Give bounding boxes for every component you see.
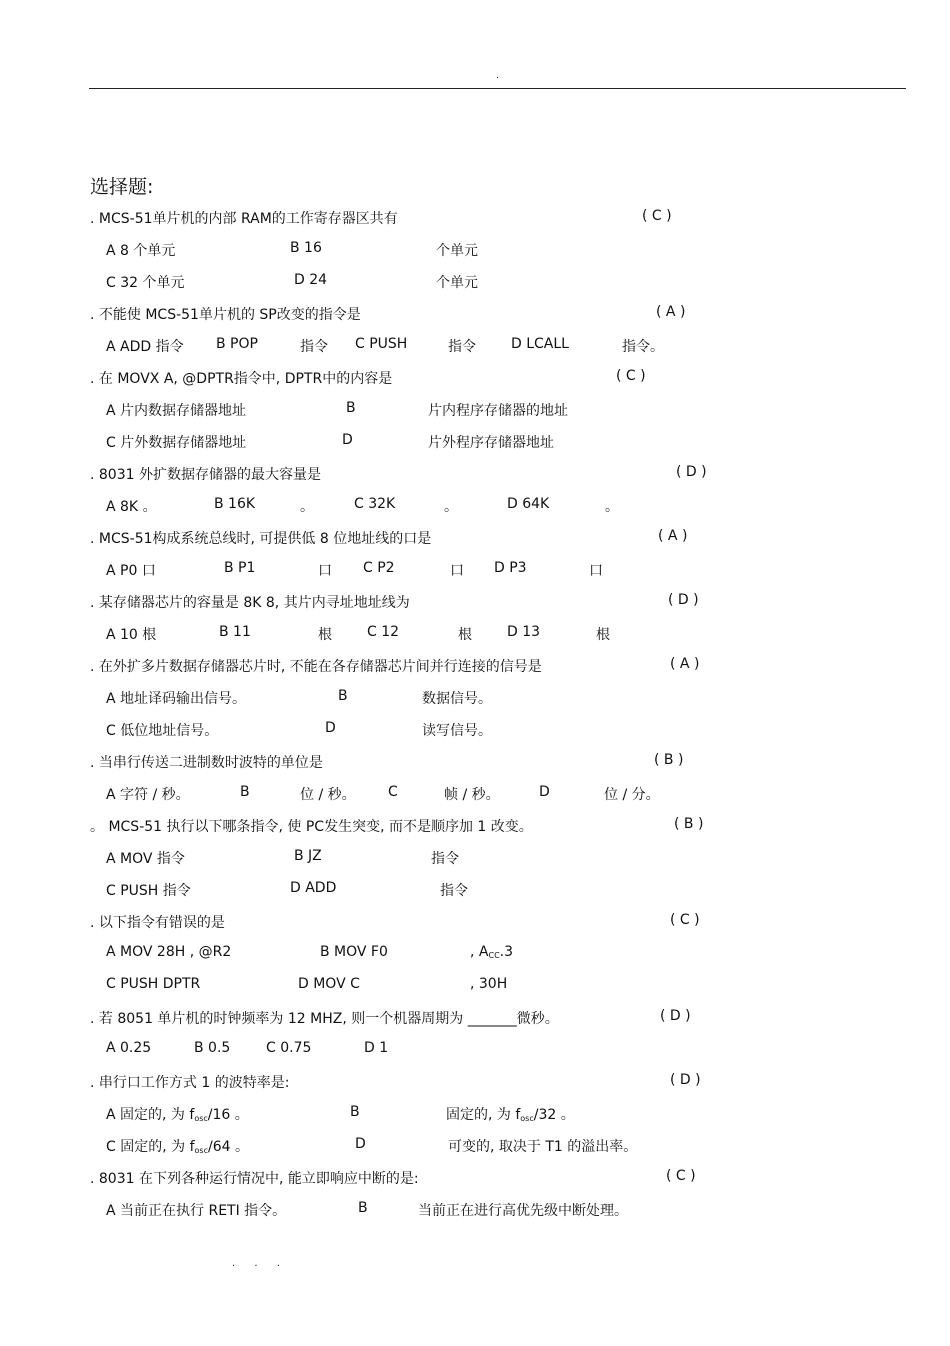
header-dot: . xyxy=(496,70,500,81)
option-b: B xyxy=(358,1200,368,1216)
options-row xyxy=(0,624,950,648)
option-b-body: 固定的, 为 f xyxy=(446,1107,521,1123)
question-stem: . MCS-51单片机的内部 RAM的工作寄存器区共有 xyxy=(90,211,398,227)
question-stem: . 在外扩多片数据存储器芯片时, 不能在各存储器芯片间并行连接的信号是 xyxy=(90,659,542,675)
options-row xyxy=(0,1136,950,1160)
option-a-text: A 固定的, 为 f xyxy=(106,1107,195,1123)
question-stem: . 8031 在下列各种运行情况中, 能立即响应中断的是: xyxy=(90,1171,419,1187)
option-d: D 1 xyxy=(364,1040,389,1056)
option-c: C 低位地址信号。 xyxy=(106,723,219,739)
answer: ( A ) xyxy=(670,656,700,672)
option-c-ratio: /64 。 xyxy=(207,1139,249,1155)
answer: ( A ) xyxy=(658,528,688,544)
option-b-unit: 根 xyxy=(318,627,332,643)
option-a xyxy=(106,1104,249,1124)
option-a: A ADD 指令 xyxy=(106,339,184,355)
answer: ( B ) xyxy=(654,752,684,768)
question-4 xyxy=(0,464,950,488)
option-a: A 8 个单元 xyxy=(106,243,176,259)
option-d: D ADD xyxy=(290,880,337,896)
question-stem: . 若 8051 单片机的时钟频率为 12 MHZ, 则一个机器周期为 _______微秒。 xyxy=(90,1011,559,1027)
option-d-unit: 根 xyxy=(596,627,610,643)
options-row xyxy=(0,240,950,264)
option-b: B JZ xyxy=(294,848,322,864)
answer: ( B ) xyxy=(674,816,704,832)
option-b: B xyxy=(240,784,250,800)
option-d: D xyxy=(355,1136,366,1152)
option-b-text: 位 / 秒。 xyxy=(300,787,356,803)
option-a: A 0.25 xyxy=(106,1040,152,1056)
option-d-text: 可变的, 取决于 T1 的溢出率。 xyxy=(448,1139,638,1155)
option-c: C 12 xyxy=(367,624,400,640)
option-b: B POP xyxy=(216,336,258,352)
question-5 xyxy=(0,528,950,552)
answer: ( D ) xyxy=(676,464,707,480)
option-c xyxy=(106,1136,249,1156)
option-c: C xyxy=(388,784,398,800)
option-d-unit: 指令。 xyxy=(622,339,664,355)
option-c-subscript: osc xyxy=(194,1146,208,1155)
option-b-text xyxy=(446,1104,575,1124)
option-a: A P0 口 xyxy=(106,563,156,579)
option-b: B 16K xyxy=(214,496,256,512)
operand-subscript: CC xyxy=(488,951,500,960)
section-title: 选择题: xyxy=(90,176,154,198)
option-b-text: 数据信号。 xyxy=(422,691,492,707)
question-stem: . 串行口工作方式 1 的波特率是: xyxy=(90,1075,290,1091)
option-c-text: 帧 / 秒。 xyxy=(444,787,500,803)
options-row xyxy=(0,848,950,872)
question-7 xyxy=(0,656,950,680)
option-b: B xyxy=(346,400,356,416)
option-d: D xyxy=(325,720,336,736)
option-a: A 8K 。 xyxy=(106,499,157,515)
answer: ( D ) xyxy=(670,1072,701,1088)
question-9 xyxy=(0,816,950,840)
option-d-operand: , 30H xyxy=(470,976,508,992)
option-c: C 32K xyxy=(354,496,396,512)
question-6 xyxy=(0,592,950,616)
answer: ( D ) xyxy=(668,592,699,608)
question-stem: . 某存储器芯片的容量是 8K 8, 其片内寻址地址线为 xyxy=(90,595,410,611)
option-d: D xyxy=(342,432,353,448)
option-b: B xyxy=(350,1104,360,1120)
option-b-unit: 个单元 xyxy=(436,243,478,259)
option-b-unit: 指令 xyxy=(300,339,328,355)
option-b: B P1 xyxy=(224,560,256,576)
options-row xyxy=(0,400,950,424)
option-c-unit: 根 xyxy=(458,627,472,643)
operand-text: , A xyxy=(470,944,489,960)
option-b-text: 片内程序存储器的地址 xyxy=(428,403,568,419)
option-b-unit: 。 xyxy=(300,499,314,515)
options-row xyxy=(0,336,950,360)
option-a: A MOV 指令 xyxy=(106,851,185,867)
options-row xyxy=(0,688,950,712)
footer-dots: . . . xyxy=(232,1258,288,1269)
option-b: B xyxy=(338,688,348,704)
option-b-operand xyxy=(470,944,513,960)
option-c: C 片外数据存储器地址 xyxy=(106,435,247,451)
question-10 xyxy=(0,912,950,936)
option-d: D xyxy=(539,784,550,800)
option-b-unit: 口 xyxy=(318,563,332,579)
question-stem: . 在 MOVX A, @DPTR指令中, DPTR中的内容是 xyxy=(90,371,393,387)
options-row xyxy=(0,784,950,808)
option-a: A 字符 / 秒。 xyxy=(106,787,190,803)
options-row xyxy=(0,1104,950,1128)
options-row xyxy=(0,496,950,520)
options-row xyxy=(0,944,950,968)
option-a: A 10 根 xyxy=(106,627,157,643)
options-row xyxy=(0,272,950,296)
options-row xyxy=(0,560,950,584)
option-b-text: 当前正在进行高优先级中断处理。 xyxy=(418,1203,628,1219)
option-d-text: 位 / 分。 xyxy=(604,787,660,803)
question-12 xyxy=(0,1072,950,1096)
options-row xyxy=(0,1040,950,1064)
option-c-unit: 。 xyxy=(444,499,458,515)
option-a: A 当前正在执行 RETI 指令。 xyxy=(106,1203,287,1219)
options-row xyxy=(0,432,950,456)
option-d: D 13 xyxy=(507,624,541,640)
option-a-subscript: osc xyxy=(194,1114,208,1123)
question-2 xyxy=(0,304,950,328)
option-d: D MOV C xyxy=(298,976,360,992)
answer: ( C ) xyxy=(670,912,700,928)
question-1 xyxy=(0,208,950,232)
question-stem: . 不能使 MCS-51单片机的 SP改变的指令是 xyxy=(90,307,361,323)
option-d-text: 片外程序存储器地址 xyxy=(428,435,554,451)
question-stem: . 当串行传送二进制数时波特的单位是 xyxy=(90,755,323,771)
option-a: A 片内数据存储器地址 xyxy=(106,403,247,419)
option-b-subscript: osc xyxy=(520,1114,534,1123)
option-d: D 64K xyxy=(507,496,550,512)
option-c-unit: 指令 xyxy=(448,339,476,355)
option-d-text: 读写信号。 xyxy=(422,723,492,739)
operand-bit: .3 xyxy=(499,944,514,960)
option-b-ratio: /32 。 xyxy=(533,1107,575,1123)
option-d-unit: 。 xyxy=(605,499,619,515)
question-stem: 。 MCS-51 执行以下哪条指令, 使 PC发生突变, 而不是顺序加 1 改变。 xyxy=(90,819,533,835)
option-c: C P2 xyxy=(363,560,395,576)
option-b-unit: 指令 xyxy=(431,851,459,867)
options-row xyxy=(0,976,950,1000)
option-d-unit: 个单元 xyxy=(436,275,478,291)
option-c: C PUSH 指令 xyxy=(106,883,191,899)
answer: ( A ) xyxy=(656,304,686,320)
header-rule xyxy=(89,88,906,89)
option-c-unit: 口 xyxy=(450,563,464,579)
option-d: D LCALL xyxy=(511,336,569,352)
question-stem: . 8031 外扩数据存储器的最大容量是 xyxy=(90,467,321,483)
option-b: B 0.5 xyxy=(194,1040,231,1056)
option-a: A 地址译码输出信号。 xyxy=(106,691,247,707)
answer: ( C ) xyxy=(616,368,646,384)
option-d-unit: 口 xyxy=(589,563,603,579)
option-a-ratio: /16 。 xyxy=(207,1107,249,1123)
question-13 xyxy=(0,1168,950,1192)
option-a: A MOV 28H , @R2 xyxy=(106,944,232,960)
options-row xyxy=(0,1200,950,1224)
option-b: B 11 xyxy=(219,624,251,640)
question-stem: . MCS-51构成系统总线时, 可提供低 8 位地址线的口是 xyxy=(90,531,432,547)
answer: ( C ) xyxy=(642,208,672,224)
option-c: C PUSH DPTR xyxy=(106,976,201,992)
option-c-text: C 固定的, 为 f xyxy=(106,1139,195,1155)
option-c: C PUSH xyxy=(355,336,408,352)
option-c: C 32 个单元 xyxy=(106,275,185,291)
option-d: D 24 xyxy=(294,272,328,288)
question-stem: . 以下指令有错误的是 xyxy=(90,915,225,931)
option-b: B 16 xyxy=(290,240,322,256)
question-11 xyxy=(0,1008,950,1032)
question-8 xyxy=(0,752,950,776)
option-d: D P3 xyxy=(494,560,527,576)
answer: ( D ) xyxy=(660,1008,691,1024)
question-3 xyxy=(0,368,950,392)
options-row xyxy=(0,720,950,744)
options-row xyxy=(0,880,950,904)
option-b: B MOV F0 xyxy=(320,944,388,960)
option-c: C 0.75 xyxy=(266,1040,312,1056)
option-d-unit: 指令 xyxy=(440,883,468,899)
answer: ( C ) xyxy=(666,1168,696,1184)
